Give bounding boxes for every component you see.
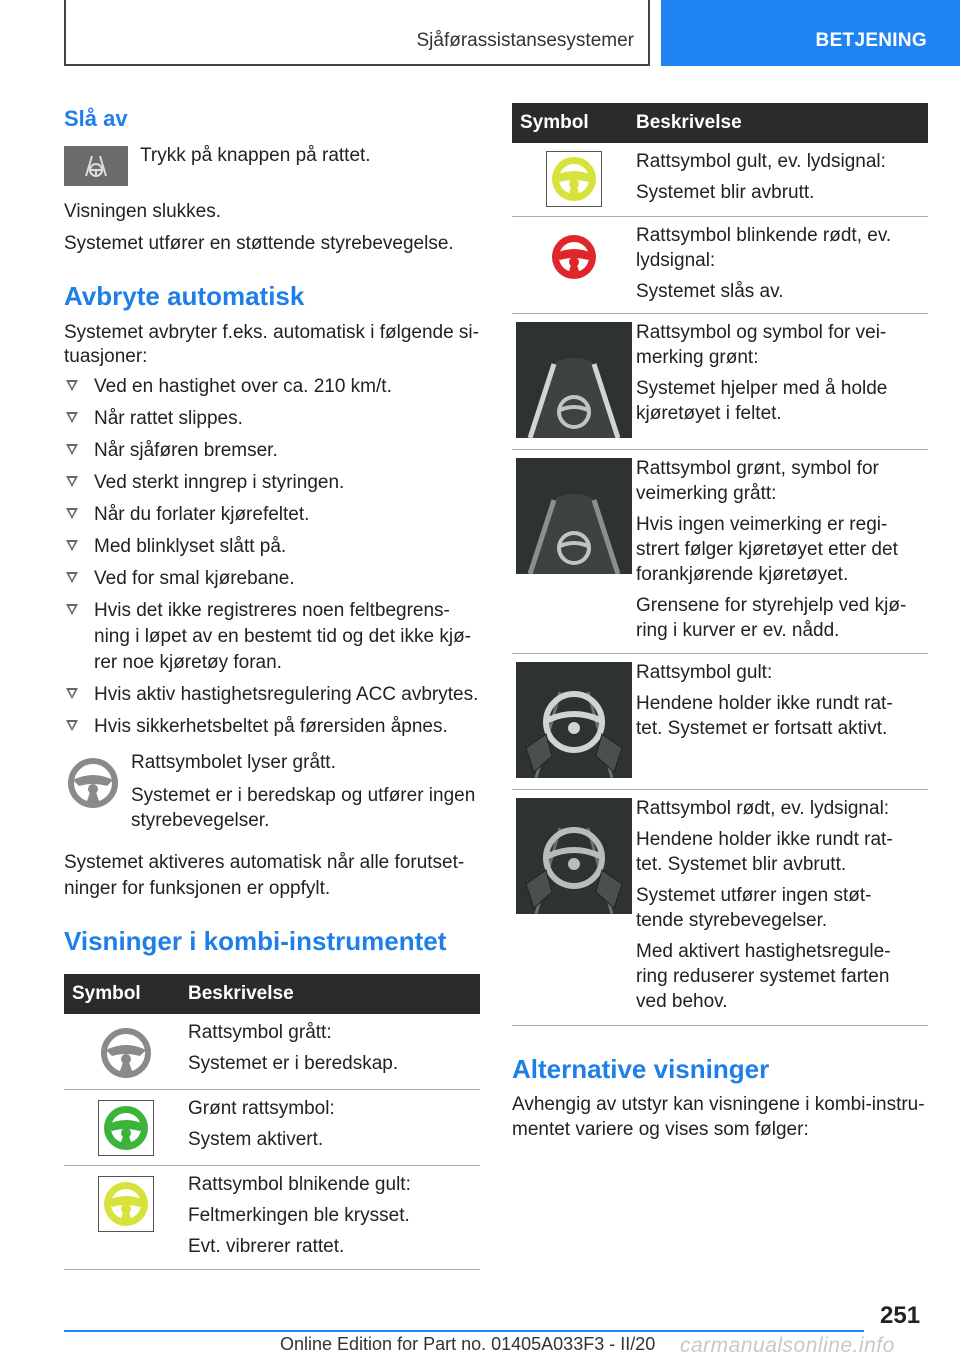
list-item — [64, 374, 484, 400]
page-number: 251 — [880, 1302, 921, 1329]
row-description — [188, 1090, 480, 1165]
bullet-triangle-icon — [66, 604, 78, 615]
section-title: Sjåførassistansesystemer — [416, 30, 634, 51]
bullet-triangle-icon — [66, 688, 78, 699]
right-symbol-table — [512, 103, 928, 1026]
description-text: Rattsymbol blnikende gult: — [188, 1174, 411, 1195]
footer-rule — [64, 1330, 864, 1332]
bullet-text: Hvis det ikke registreres noen feltbegrens‐ — [94, 600, 450, 621]
list-item — [64, 470, 484, 496]
steering-button-icon — [64, 146, 128, 186]
description-text: System aktivert. — [188, 1129, 324, 1150]
left-table-header — [64, 974, 480, 1014]
right-col-symbol: Symbol — [520, 112, 589, 133]
row-description — [636, 217, 928, 313]
bullet-text: Hvis sikkerhetsbeltet på førersiden åpnes. — [94, 716, 448, 737]
red-wheel-symbol-icon — [512, 217, 636, 313]
table-row — [512, 314, 928, 450]
row-description — [636, 450, 928, 653]
row-description — [636, 314, 928, 449]
yellow-wheel-symbol-icon — [512, 143, 636, 216]
description-text: Rattsymbol grønt, symbol for veimerking grått: — [636, 458, 879, 504]
table-row — [512, 450, 928, 654]
description-text: Hendene holder ikke rundt rat‐ tet. Systemet blir avbrutt. — [636, 829, 893, 875]
hands-off-red-display-icon — [512, 790, 636, 1025]
list-item — [64, 438, 484, 464]
list-item — [64, 534, 484, 560]
grey-wheel-icon — [66, 756, 120, 815]
bullet-triangle-icon — [66, 540, 78, 551]
row-description — [188, 1014, 480, 1089]
yellow-wheel-symbol-icon — [64, 1166, 188, 1269]
description-text: Rattsymbol rødt, ev. lydsignal: — [636, 798, 890, 819]
row-description — [636, 790, 928, 1025]
list-item — [64, 714, 484, 740]
list-item — [64, 566, 484, 592]
grey-note-line-2: Systemet er i beredskap og utfører ingen — [131, 785, 476, 806]
lane-grey-display-icon — [512, 450, 636, 653]
description-text: Systemet er i beredskap. — [188, 1053, 399, 1074]
description-text: Systemet utfører ingen støt‐ tende styrebevegelser. — [636, 885, 872, 931]
reactivate-line-1: Systemet aktiveres automatisk når alle forutset‐ — [64, 852, 465, 873]
bullet-text: ning i løpet av en bestemt tid og det ikke kjø‐ — [94, 626, 472, 647]
bullet-text: rer noe kjøretøy foran. — [94, 652, 282, 673]
bullet-triangle-icon — [66, 444, 78, 455]
table-row — [512, 217, 928, 314]
bullet-triangle-icon — [66, 508, 78, 519]
description-text: Systemet blir avbrutt. — [636, 182, 815, 203]
right-table-header — [512, 103, 928, 143]
hands-off-yellow-display-icon — [512, 654, 636, 789]
header-chapter-box — [661, 0, 960, 66]
header-section-box — [64, 0, 650, 66]
paragraph-styrebevegelse: Systemet utfører en støttende styrebevegelse. — [64, 233, 454, 254]
heading-visninger: Visninger i kombi-instrumentet — [64, 926, 447, 956]
bullet-text: Når sjåføren bremser. — [94, 440, 278, 461]
footer-edition: Online Edition for Part no. 01405A033F3 - II/20 — [280, 1334, 656, 1354]
table-row — [64, 1090, 480, 1166]
table-row — [512, 654, 928, 790]
bullet-text: Ved for smal kjørebane. — [94, 568, 295, 589]
row-description — [636, 654, 928, 789]
description-text: Evt. vibrerer rattet. — [188, 1236, 345, 1257]
description-text: Med aktivert hastighetsregule‐ ring reduserer systemet farten ved behov. — [636, 941, 891, 1012]
grey-note-line-3: styrebevegelser. — [131, 810, 270, 831]
green-wheel-symbol-icon — [64, 1090, 188, 1165]
alternative-line-1: Avhengig av utstyr kan visningene i kombi-instru‐ — [512, 1094, 925, 1115]
heading-alternative: Alternative visninger — [512, 1054, 770, 1084]
description-text: Grensene for styrehjelp ved kjø‐ ring i kurver er ev. nådd. — [636, 595, 907, 641]
row-description — [188, 1166, 480, 1269]
paragraph-visning: Visningen slukkes. — [64, 201, 222, 222]
lane-green-display-icon — [512, 314, 636, 449]
description-text: Systemet slås av. — [636, 281, 784, 302]
reactivate-line-2: ninger for funksjonen er oppfylt. — [64, 878, 331, 899]
bullet-triangle-icon — [66, 412, 78, 423]
grey-wheel-symbol-icon — [64, 1014, 188, 1089]
intro-line-1: Systemet avbryter f.eks. automatisk i følgende si‐ — [64, 322, 479, 343]
left-col-desc: Beskrivelse — [188, 983, 294, 1004]
left-col-symbol: Symbol — [72, 983, 141, 1004]
grey-note-line-1: Rattsymbolet lyser grått. — [131, 752, 336, 773]
bullet-triangle-icon — [66, 720, 78, 731]
table-row — [64, 1014, 480, 1090]
bullet-triangle-icon — [66, 572, 78, 583]
table-row — [512, 143, 928, 217]
list-item — [64, 598, 484, 676]
description-text: Hendene holder ikke rundt rat‐ tet. Systemet er fortsatt aktivt. — [636, 693, 893, 739]
heading-avbryte: Avbryte automatisk — [64, 281, 305, 311]
list-item — [64, 502, 484, 528]
list-item — [64, 682, 484, 708]
bullet-text: Når rattet slippes. — [94, 408, 243, 429]
table-row — [512, 790, 928, 1026]
heading-sla-av: Slå av — [64, 106, 128, 131]
bullet-text: Ved sterkt inngrep i styringen. — [94, 472, 345, 493]
bullet-triangle-icon — [66, 380, 78, 391]
bullet-triangle-icon — [66, 476, 78, 487]
bullet-text: Når du forlater kjørefeltet. — [94, 504, 310, 525]
description-text: Hvis ingen veimerking er regi‐ strert følger kjøretøyet etter det forankjørende kjøretøyet. — [636, 514, 898, 585]
description-text: Feltmerkingen ble krysset. — [188, 1205, 410, 1226]
description-text: Rattsymbol blinkende rødt, ev. lydsignal: — [636, 225, 892, 271]
bullet-list — [64, 374, 484, 746]
right-col-desc: Beskrivelse — [636, 112, 742, 133]
description-text: Rattsymbol gult: — [636, 662, 773, 683]
watermark: carmanualsonline.info — [680, 1334, 895, 1357]
description-text: Rattsymbol gult, ev. lydsignal: — [636, 151, 886, 172]
left-symbol-table — [64, 974, 480, 1270]
row-description — [636, 143, 928, 216]
bullet-text: Med blinklyset slått på. — [94, 536, 287, 557]
description-text: Systemet hjelper med å holde kjøretøyet i feltet. — [636, 378, 888, 424]
bullet-text: Hvis aktiv hastighetsregulering ACC avbrytes. — [94, 684, 479, 705]
chapter-title: BETJENING — [815, 30, 927, 51]
list-item — [64, 406, 484, 432]
description-text: Rattsymbol og symbol for vei‐ merking grønt: — [636, 322, 887, 368]
press-text: Trykk på knappen på rattet. — [140, 145, 371, 166]
description-text: Grønt rattsymbol: — [188, 1098, 335, 1119]
table-row — [64, 1166, 480, 1270]
description-text: Rattsymbol grått: — [188, 1022, 332, 1043]
intro-line-2: tuasjoner: — [64, 346, 148, 367]
alternative-line-2: mentet variere og vises som følger: — [512, 1119, 809, 1140]
bullet-text: Ved en hastighet over ca. 210 km/t. — [94, 376, 392, 397]
